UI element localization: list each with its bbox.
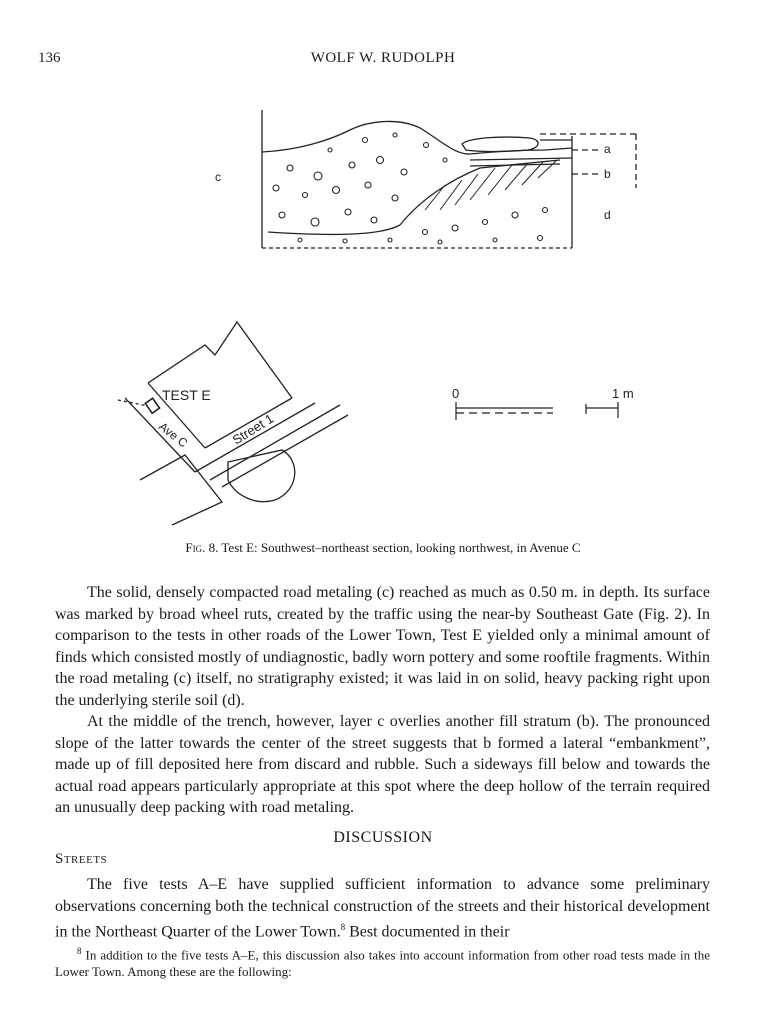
page-number: 136 <box>38 50 61 66</box>
label-layer-a: a <box>604 142 611 156</box>
footnote-marker: 8 <box>77 946 82 956</box>
label-street-1: Street 1 <box>229 410 277 448</box>
footnote-8 <box>55 943 710 980</box>
figure-caption <box>0 540 766 556</box>
running-header-author: WOLF W. RUDOLPH <box>310 50 456 66</box>
footnote-ref-8[interactable]: 8 <box>340 922 346 932</box>
plan-drawing <box>118 322 348 525</box>
paragraph-2-text: At the middle of the trench, however, layer c overlies another fill stratum (b). The pronounced slope of the latter towards the center of the street suggests that b formed a lateral “embankment”, made up of fill deposited here from discard and rubble. Such a sideways fill below and towards the actual road appears particularly appropriate at this spot where the deep hollow of the terrain required an unusually deep packing with road metaling. <box>55 713 710 816</box>
paragraph-3-main: The five tests A–E have supplied sufficient information to advance some preliminary observations concerning both the technical construction of the streets and their historical development in the Northeast Quarter of the Lower Town. <box>55 876 710 941</box>
footnote-text: In addition to the five tests A–E, this discussion also takes into account information from other road tests made in the Lower Town. Among these are the following: <box>55 947 710 980</box>
label-layer-c: c <box>215 170 221 184</box>
section-heading-discussion: DISCUSSION <box>333 829 433 846</box>
label-avenue-c: Ave C <box>156 419 191 451</box>
scale-end-label: 1 m <box>612 386 634 401</box>
paragraph-2 <box>55 711 710 819</box>
paragraph-1-text: The solid, densely compacted road metaling (c) reached as much as 0.50 m. in depth. Its surface was marked by broad wheel ruts, created by the traffic using the near-by Southeast Gate (Fig. 2). In comparison to the tests in other roads of the Lower Town, Test E yielded only a minimal amount of finds which consisted mostly of undiagnostic, badly worn pottery and some rooftile fragments. Within the road metaling (c) itself, no stratigraphy existed; it was laid in on solid, heavy packing right upon the underlying sterile soil (d). <box>55 584 710 709</box>
subheading-streets: Streets <box>55 851 108 867</box>
paragraph-1 <box>55 582 710 711</box>
label-test-e: TEST E <box>162 387 211 403</box>
scale-bar <box>456 402 618 420</box>
scale-start-label: 0 <box>452 386 460 401</box>
label-layer-d: d <box>604 208 611 222</box>
caption-prefix: Fig. 8. <box>185 540 219 555</box>
paragraph-3 <box>55 874 710 943</box>
caption-text: Test E: Southwest–northeast section, looking northwest, in Avenue C <box>221 540 581 555</box>
paragraph-3-text <box>55 874 710 943</box>
section-drawing <box>262 110 636 248</box>
label-layer-b: b <box>604 167 611 181</box>
paragraph-3-tail: Best documented in their <box>345 923 510 941</box>
